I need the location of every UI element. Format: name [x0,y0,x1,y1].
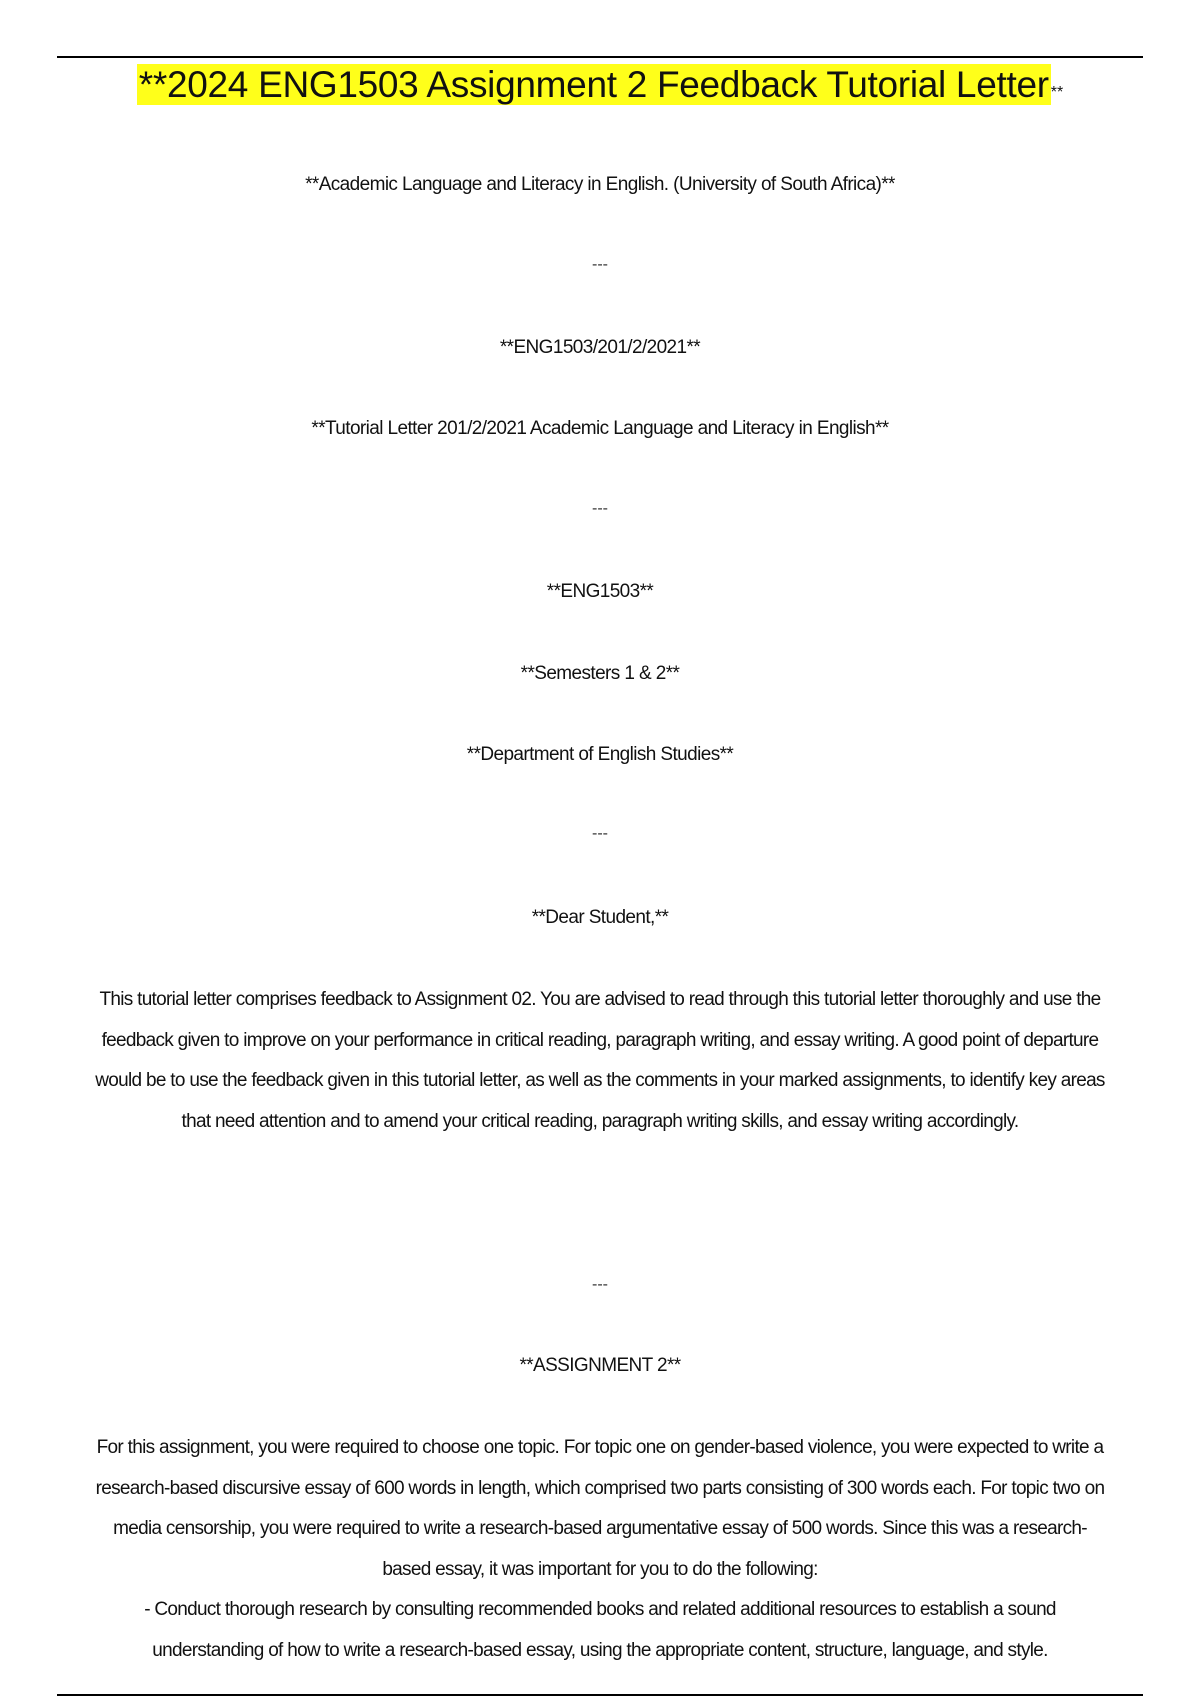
separator-4: --- [592,1276,608,1293]
course-subtitle: **Academic Language and Literacy in English. (University of South Africa)** [305,174,895,195]
intro-paragraph: This tutorial letter comprises feedback to Assignment 02. You are advised to read through this tutorial letter thoroughly and use the feedback given to improve on your performance in critical reading, paragraph writing, and essay writing. A good point of departure would be to use the feedback given in this tutorial letter, as well as the comments in your marked assignments, to identify key areas that need attention and to amend your critical reading, paragraph writing skills, and essay writing accordingly. [95,989,1105,1132]
assignment-heading: **ASSIGNMENT 2** [519,1355,681,1376]
greeting: **Dear Student,** [531,907,669,928]
document-title [0,58,1200,112]
tutorial-code: **ENG1503/201/2/2021** [499,337,701,358]
module-code: **ENG1503** [546,581,654,602]
department: **Department of English Studies** [466,744,734,765]
bottom-rule [57,1694,1143,1696]
separator-2: --- [592,500,608,517]
separator-3: --- [592,825,608,842]
highlighted-title: **2024 ENG1503 Assignment 2 Feedback Tutorial Letter [138,64,1049,105]
semesters: **Semesters 1 & 2** [520,663,680,684]
tutorial-letter-title: **Tutorial Letter 201/2/2021 Academic Language and Literacy in English** [311,418,889,439]
research-bullet: - Conduct thorough research by consulting recommended books and related additional resources to establish a sound understanding of how to write a research-based essay, using the appropriate content, structure, language, and style. [144,1599,1056,1661]
separator-1: --- [592,256,608,273]
title-trailing-asterisks: ** [1050,84,1064,101]
assignment-paragraph: For this assignment, you were required to choose one topic. For topic one on gender-based violence, you were expected to write a research-based discursive essay of 600 words in length, which comprised two parts consisting of 300 words each. For topic two on media censorship, you were required to write a research-based argumentative essay of 500 words. Since this was a research-based essay, it was important for you to do the following: [95,1437,1105,1580]
